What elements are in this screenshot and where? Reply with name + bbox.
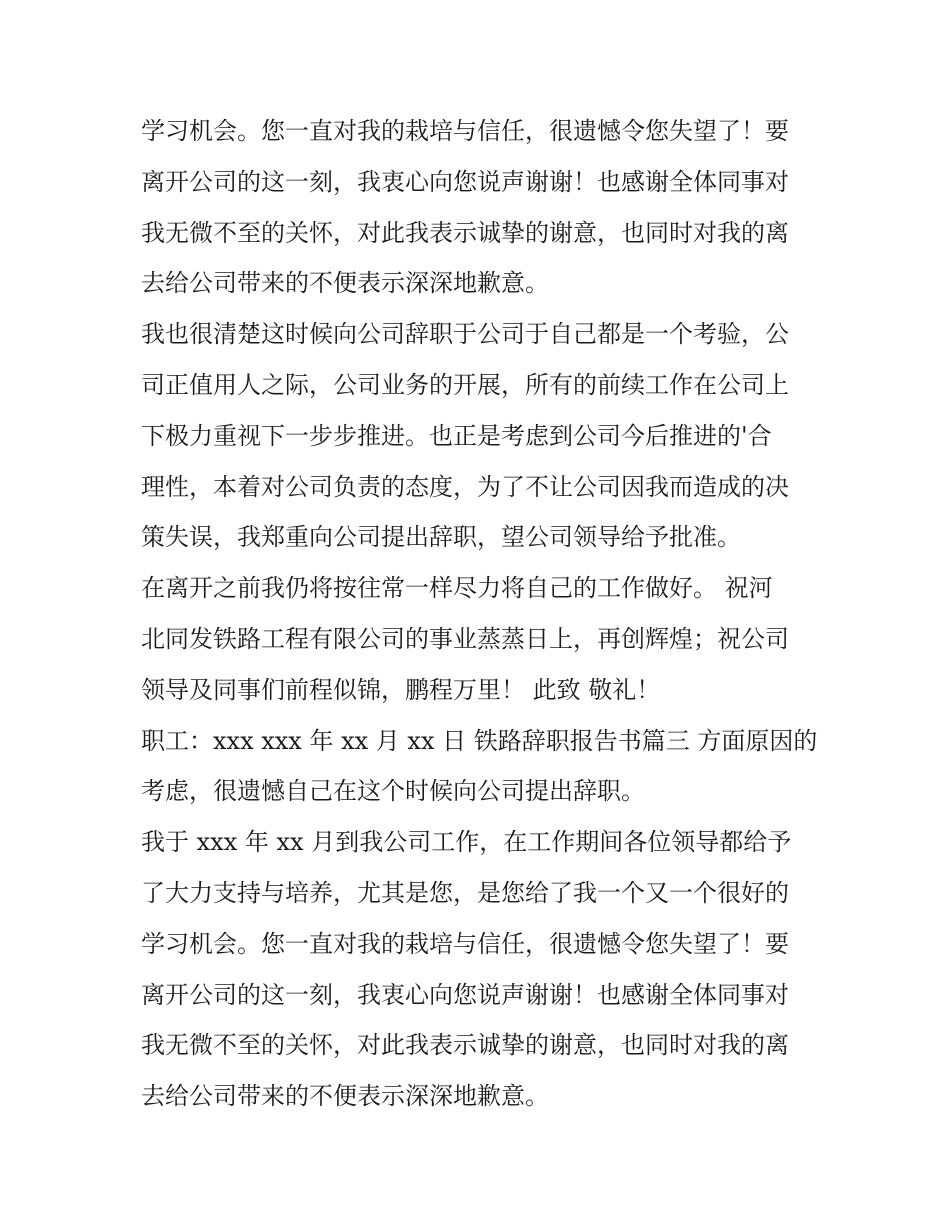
text-line: 下极力重视下一步步推进。也正是考虑到公司今后推进的'合 [141,421,772,450]
text-line: 职工：xxx xxx 年 xx 月 xx 日 铁路辞职报告书篇三 方面原因的 [141,726,818,755]
text-line: 去给公司带来的不便表示深深地歉意。 [141,269,549,298]
text-line: 北同发铁路工程有限公司的事业蒸蒸日上，再创辉煌；祝公司 [141,624,789,653]
text-line: 学习机会。您一直对我的栽培与信任，很遗憾令您失望了！要 [141,929,789,958]
text-line: 去给公司带来的不便表示深深地歉意。 [141,1082,549,1111]
text-line: 我无微不至的关怀，对此我表示诚挚的谢意，也同时对我的离 [141,218,789,247]
document-body [141,106,821,1122]
text-line: 离开公司的这一刻，我衷心向您说声谢谢！也感谢全体同事对 [141,167,789,196]
text-line: 我于 xxx 年 xx 月到我公司工作，在工作期间各位领导都给予 [141,828,792,857]
text-line: 考虑，很遗憾自己在这个时候向公司提出辞职。 [141,777,645,806]
text-line: 我也很清楚这时候向公司辞职于公司于自己都是一个考验，公 [141,320,789,349]
text-line: 在离开之前我仍将按往常一样尽力将自己的工作做好。 祝河 [141,574,773,603]
text-line: 学习机会。您一直对我的栽培与信任，很遗憾令您失望了！要 [141,117,789,145]
text-line: 了大力支持与培养，尤其是您，是您给了我一个又一个很好的 [141,878,789,907]
text-line: 策失误，我郑重向公司提出辞职，望公司领导给予批准。 [141,523,741,552]
text-line: 司正值用人之际，公司业务的开展，所有的前续工作在公司上 [141,370,789,399]
text-line: 理性，本着对公司负责的态度，为了不让公司因我而造成的决 [141,472,789,501]
text-line: 我无微不至的关怀，对此我表示诚挚的谢意，也同时对我的离 [141,1031,789,1060]
text-line: 离开公司的这一刻，我衷心向您说声谢谢！也感谢全体同事对 [141,980,789,1009]
text-line: 领导及同事们前程似锦，鹏程万里！ 此致 敬礼！ [141,675,661,704]
